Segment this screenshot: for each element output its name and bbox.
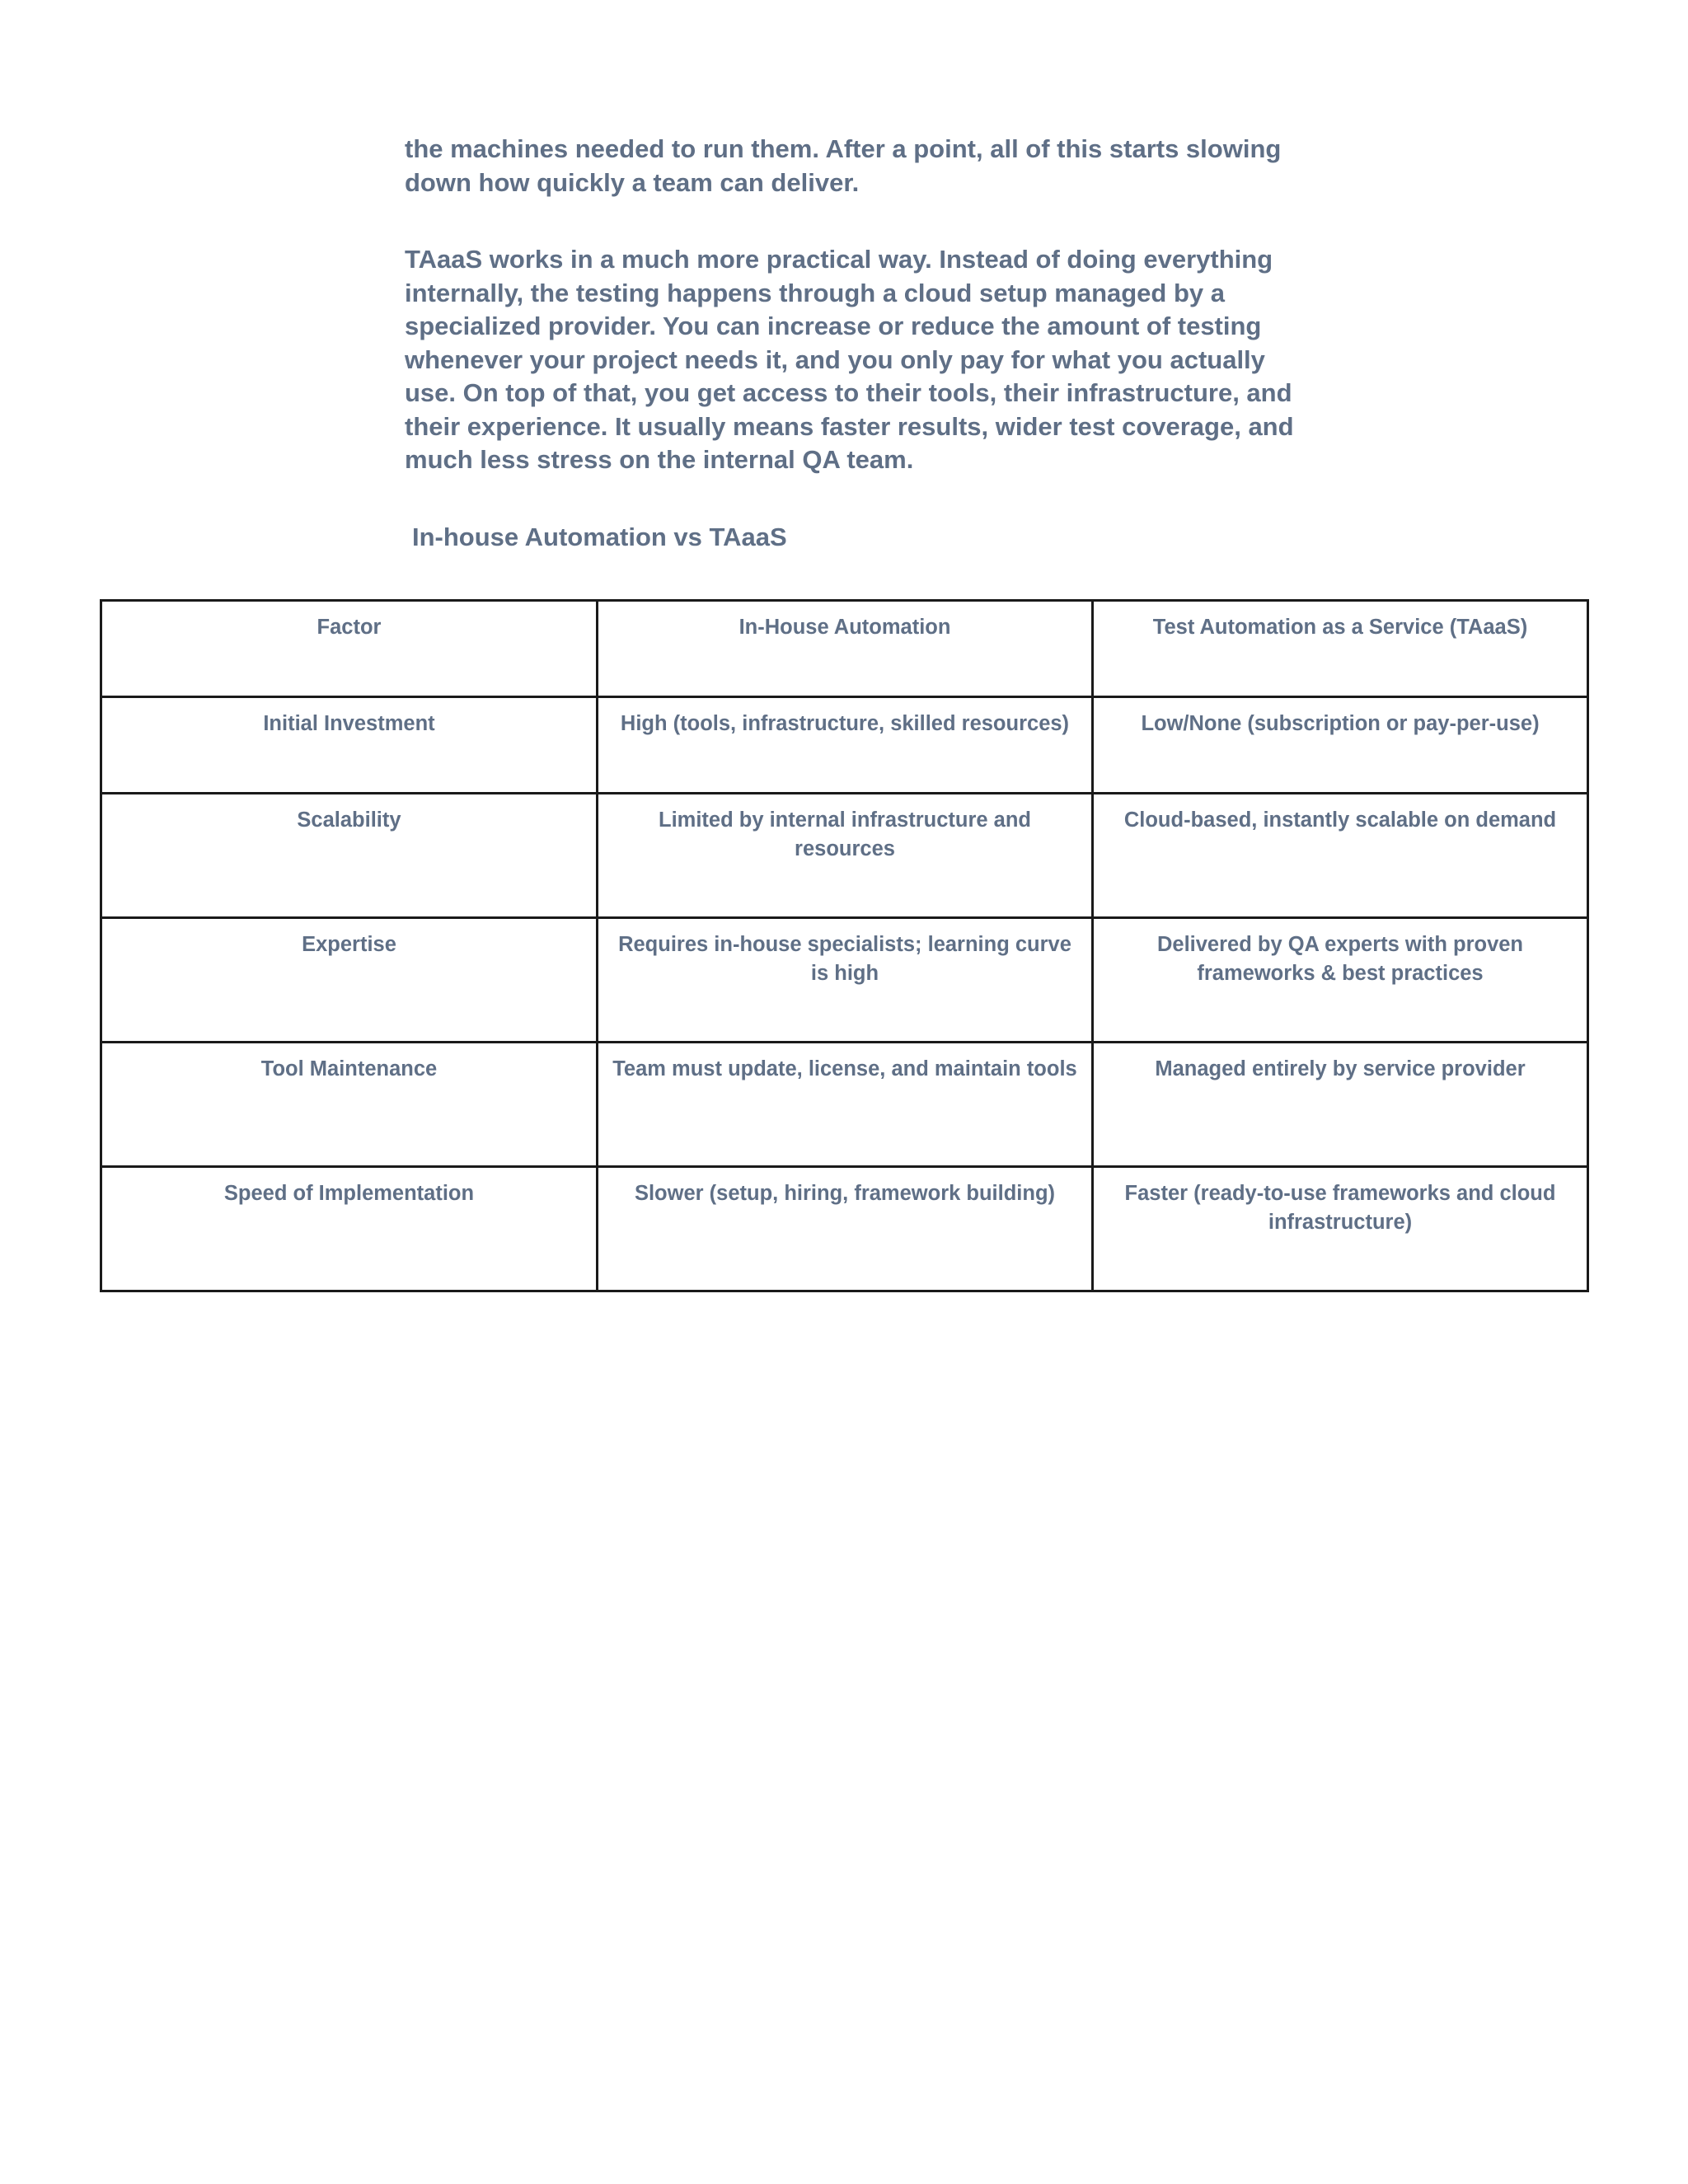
table-row [101,697,1588,794]
in-house-cell: High (tools, infrastructure, skilled resources) [598,697,1093,794]
body-paragraph: the machines needed to run them. After a point, all of this starts slowing down how quickly a team can deliver. [405,134,1282,197]
in-house-cell: Requires in-house specialists; learning curve is high [598,918,1093,1043]
taaas-cell: Cloud-based, instantly scalable on demand [1093,794,1588,918]
factor-cell: Expertise [101,918,598,1043]
table-header-row [101,601,1588,697]
table-row [101,794,1588,918]
factor-cell: Speed of Implementation [101,1167,598,1291]
header-cell-in-house: In-House Automation [598,601,1093,697]
taaas-cell: Faster (ready-to-use frameworks and cloud infrastructure) [1093,1167,1588,1291]
table-row [101,1167,1588,1291]
in-house-cell: Team must update, license, and maintain tools [598,1043,1093,1167]
taaas-cell: Managed entirely by service provider [1093,1043,1588,1167]
table-row [101,1043,1588,1167]
taaas-cell: Low/None (subscription or pay-per-use) [1093,697,1588,794]
header-cell-factor: Factor [101,601,598,697]
in-house-cell: Limited by internal infrastructure and resources [598,794,1093,918]
taaas-cell: Delivered by QA experts with proven frameworks & best practices [1093,918,1588,1043]
comparison-table [100,599,1589,1292]
table-row [101,918,1588,1043]
factor-cell: Tool Maintenance [101,1043,598,1167]
body-paragraph: TAaaS works in a much more practical way. Instead of doing everything internally, the testing happens through a cloud setup managed by a specialized provider. You can increase or reduce the amount of testing whenever your project needs it, and you only pay for what you actually use. On top of that, you get access to their tools, their infrastructure, and their experience. It usually means faster results, wider test coverage, and much less stress on the internal QA team. [405,245,1294,474]
factor-cell: Scalability [101,794,598,918]
header-cell-taaas: Test Automation as a Service (TAaaS) [1093,601,1588,697]
section-heading: In-house Automation vs TAaaS [412,523,787,551]
factor-cell: Initial Investment [101,697,598,794]
in-house-cell: Slower (setup, hiring, framework building) [598,1167,1093,1291]
